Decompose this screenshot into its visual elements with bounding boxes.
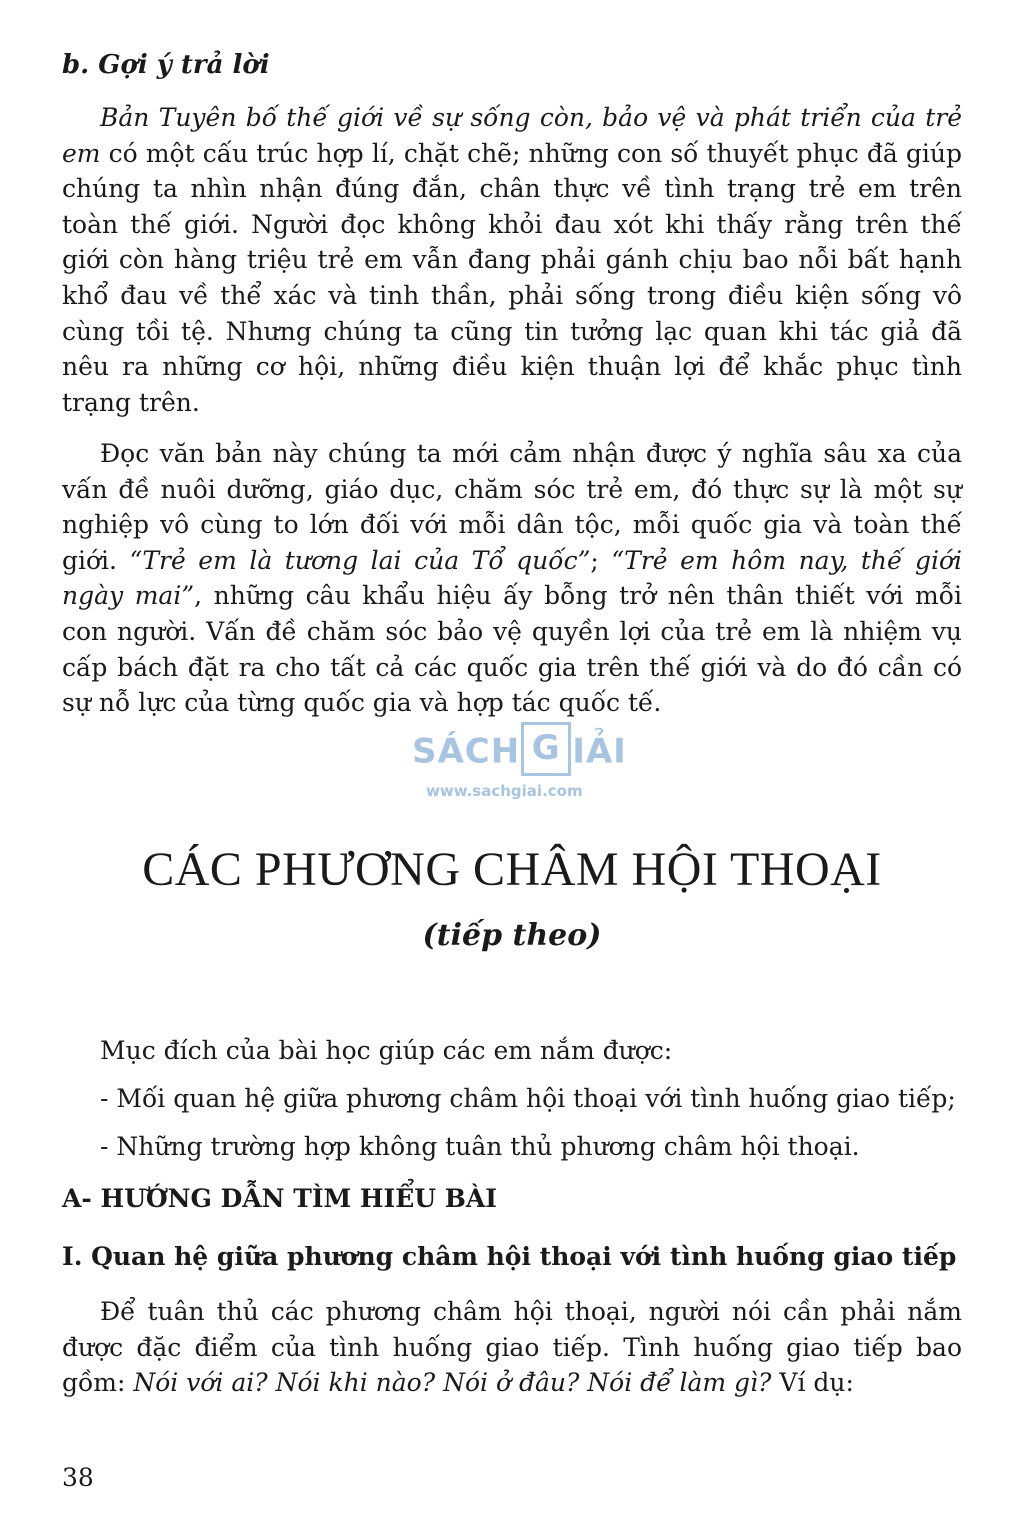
lesson-paragraph-3: [62, 1294, 962, 1401]
lesson-paragraph-3-end: Ví dụ:: [771, 1368, 854, 1398]
section-1-heading: I. Quan hệ giữa phương châm hội thoại với tình huống giao tiếp: [62, 1242, 957, 1271]
lesson-paragraph-3-questions: Nói với ai? Nói khi nào? Nói ở đâu? Nói để làm gì?: [133, 1368, 772, 1398]
lesson-goal-1: - Mối quan hệ giữa phương châm hội thoại với tình huống giao tiếp;: [100, 1084, 956, 1113]
watermark-brand: [412, 726, 627, 780]
lesson-subtitle: (tiếp theo): [422, 918, 602, 953]
slogan-2: “Trẻ em hôm nay, thế giới ngày mai”: [62, 545, 963, 611]
lesson-goal-2: - Những trường hợp không tuân thủ phương châm hội thoại.: [100, 1132, 860, 1161]
answer-paragraph-2: [62, 436, 962, 721]
answer-paragraph-2-text-a: Đọc văn bản này chúng ta mới cảm nhận được ý nghĩa sâu xa của vấn đề nuôi dưỡng, giáo dục, chăm sóc trẻ em, đó thực sự là một sự nghiệp vô cùng to lớn đối với mỗi dân tộc, mỗi quốc gia và toàn thế giới.: [62, 439, 962, 575]
lesson-title: CÁC PHƯƠNG CHÂM HỘI THOẠI: [142, 843, 882, 896]
watermark-brand-g: G: [521, 722, 571, 776]
slogan-1: “Trẻ em là tương lai của Tổ quốc”: [129, 545, 591, 575]
watermark-brand-pre: SÁCH: [412, 731, 521, 772]
answer-paragraph-2-text-c: , những câu khẩu hiệu ấy bỗng trở nên thân thiết với mỗi con người. Vấn đề chăm sóc bảo vệ quyền lợi của trẻ em là nhiệm vụ cấp bách đặt ra cho tất cả các quốc gia trên thế giới và do đó cần có sự nỗ lực của từng quốc gia và hợp tác quốc tế.: [62, 581, 963, 718]
lesson-intro: Mục đích của bài học giúp các em nắm được:: [100, 1036, 673, 1065]
section-a-heading: A- HƯỚNG DẪN TÌM HIỂU BÀI: [62, 1184, 497, 1213]
answer-heading: b. Gợi ý trả lời: [62, 50, 270, 80]
answer-paragraph-1-text: có một cấu trúc hợp lí, chặt chẽ; những con số thuyết phục đã giúp chúng ta nhìn nhận đúng đắn, chân thực về tình trạng trẻ em trên toàn thế giới. Người đọc không khỏi đau xót khi thấy rằng trên thế giới còn hàng triệu trẻ em vẫn đang phải gánh chịu bao nỗi bất hạnh khổ đau về thể xác và tinh thần, phải sống trong điều kiện sống vô cùng tồi tệ. Nhưng chúng ta cũng tin tưởng lạc quan khi tác giả đã nêu ra những cơ hội, những điều kiện thuận lợi để khắc phục tình trạng trên.: [62, 138, 962, 417]
answer-paragraph-1: [62, 100, 962, 420]
watermark-url: www.sachgiai.com: [426, 782, 583, 800]
declaration-title: Bản Tuyên bố thế giới về sự sống còn, bảo vệ và phát triển của trẻ em: [62, 103, 962, 168]
lesson-paragraph-3-text: Để tuân thủ các phương châm hội thoại, người nói cần phải nắm được đặc điểm của tình huống giao tiếp. Tình huống giao tiếp bao gồm:: [62, 1297, 962, 1398]
page-number: 38: [62, 1463, 94, 1492]
watermark-brand-post: IẢI: [572, 731, 627, 772]
answer-paragraph-2-text-b: ;: [590, 545, 612, 575]
watermark-logo: [412, 712, 627, 802]
